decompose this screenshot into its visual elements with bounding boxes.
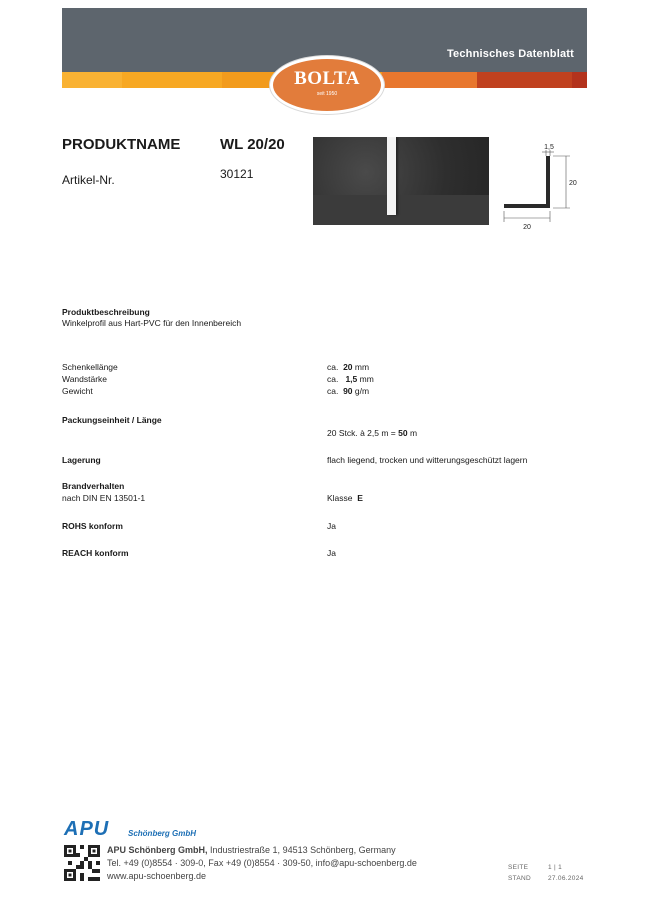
- document-type-title: Technisches Datenblatt: [446, 48, 574, 60]
- description-heading: Produktbeschreibung: [62, 307, 150, 317]
- technical-drawing: [498, 138, 588, 233]
- spec-label-gewicht: Gewicht: [62, 386, 93, 396]
- rohs-value: Ja: [327, 521, 336, 531]
- spec-label-wandstaerke: Wandstärke: [62, 374, 108, 384]
- color-stripe-5: [477, 72, 572, 88]
- page-label: SEITE: [508, 864, 529, 871]
- color-stripe-6: [572, 72, 587, 88]
- product-name-label: PRODUKTNAME: [62, 136, 181, 153]
- color-stripe-4: [382, 72, 477, 88]
- packaging-value: 20 Stck. à 2,5 m = 50 m: [327, 428, 418, 438]
- color-stripe-1: [62, 72, 122, 88]
- fire-heading: Brandverhalten: [62, 481, 125, 491]
- apu-logo-subtext: Schönberg GmbH: [128, 829, 197, 838]
- storage-heading: Lagerung: [62, 455, 101, 465]
- date-label: STAND: [508, 875, 532, 882]
- fire-value: Klasse E: [327, 493, 363, 503]
- product-photo: [313, 137, 489, 225]
- logo-text: BOLTA: [294, 68, 360, 89]
- date-value: 27.06.2024: [548, 875, 584, 882]
- photo-angle-profile: [387, 137, 396, 215]
- spec-value-schenkellaenge: ca. 20 mm: [327, 362, 370, 372]
- description-text: Winkelprofil aus Hart-PVC für den Innenbereich: [62, 318, 242, 328]
- article-number-value: 30121: [220, 167, 254, 181]
- bolta-logo: [270, 56, 384, 114]
- reach-heading: REACH konform: [62, 548, 129, 558]
- fire-standard: nach DIN EN 13501-1: [62, 493, 146, 503]
- spec-label-schenkellaenge: Schenkellänge: [62, 362, 118, 372]
- angle-profile-shape: [504, 156, 550, 208]
- rohs-heading: ROHS konform: [62, 521, 123, 531]
- footer-website-link[interactable]: www.apu-schoenberg.de: [107, 871, 207, 881]
- packaging-heading: Packungseinheit / Länge: [62, 415, 162, 425]
- logo-subtext: seit 1950: [316, 91, 338, 97]
- footer-contact-line: Tel. +49 (0)8554 · 309-0, Fax +49 (0)8554 · 309-50, info@apu-schoenberg.de: [107, 858, 417, 868]
- dim-width: 20: [523, 224, 531, 231]
- color-stripe-2: [122, 72, 222, 88]
- apu-logo: APU: [64, 818, 110, 840]
- reach-value: Ja: [327, 548, 336, 558]
- photo-floor: [313, 195, 489, 225]
- product-name-value: WL 20/20: [220, 136, 285, 153]
- storage-value: flach liegend, trocken und witterungsgeschützt lagern: [327, 455, 528, 465]
- spec-value-gewicht: ca. 90 g/m: [327, 386, 370, 396]
- dim-thickness: 1,5: [544, 144, 554, 151]
- spec-value-wandstaerke: ca. 1,5 mm: [327, 374, 374, 384]
- qr-code: [64, 845, 100, 881]
- dim-height: 20: [569, 180, 577, 187]
- footer-address-line: APU Schönberg GmbH, Industriestraße 1, 94513 Schönberg, Germany: [107, 845, 396, 855]
- page-value: 1 | 1: [548, 864, 563, 871]
- article-number-label: Artikel-Nr.: [62, 173, 115, 187]
